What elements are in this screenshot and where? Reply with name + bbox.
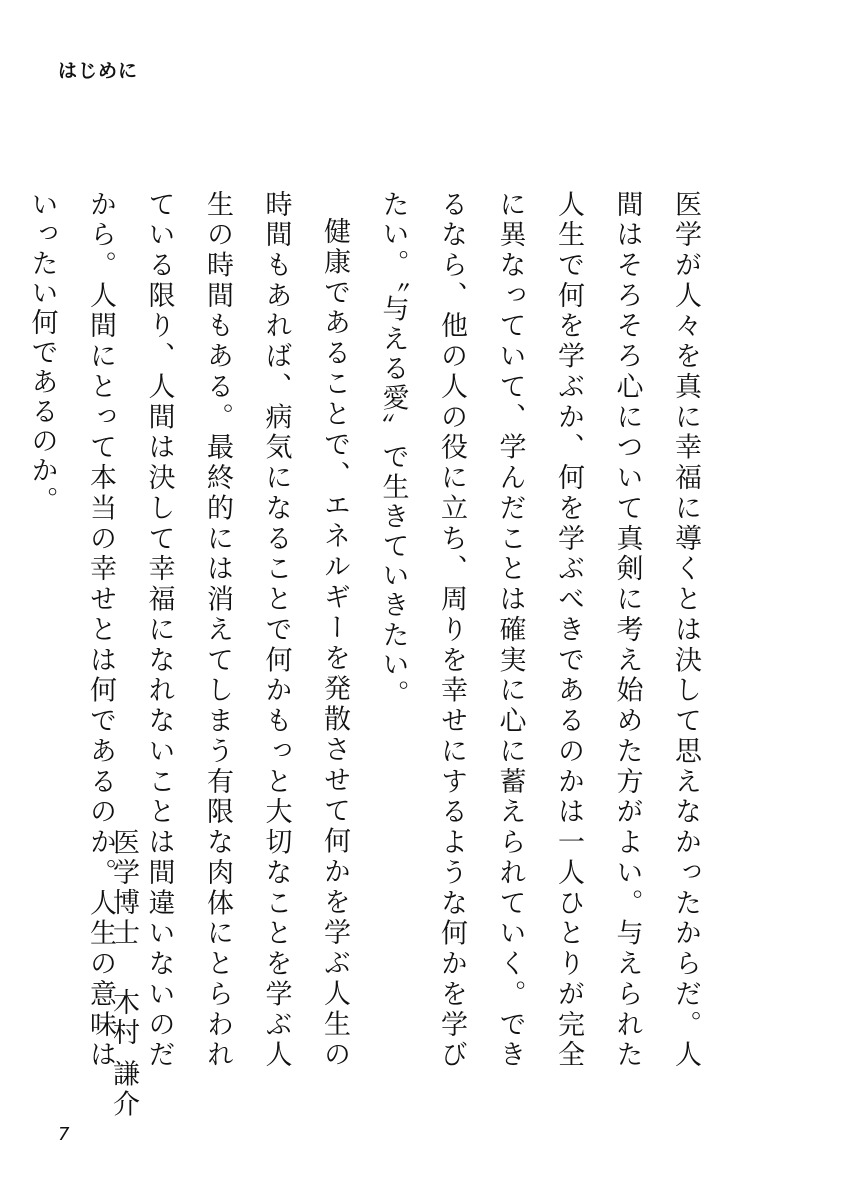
paragraph [0, 190, 12, 1070]
author-name: 木村 謙介 [108, 988, 139, 1120]
paragraph: 医学が人々を真に幸福に導くとは決して思えなかったからだ。人間はそろそろ心について真剣に考え始めた方がよい。与えられた人生で何を学ぶか、何を学ぶべきであるのかは一人ひとりが完全に異なっていて、学んだことは確実に心に蓄えられていく。できるなら、他の人の役に立ち、周りを幸せにするような何かを学びたい。〝与える愛〟で生きていきたい。 [377, 190, 701, 1070]
page-number: 7 [58, 1124, 70, 1145]
paragraph: 健康であることで、エネルギーを発散させて何かを学ぶ人生の時間もあれば、病気になることで何かもっと大切なことを学ぶ人生の時間もある。最終的には消えてしまう有限な肉体にとらわれている限り、人間は決して幸福になれないことは間違いないのだから。人間にとって本当の幸せとは何であるのか。人生の意味はいったい何であるのか。 [26, 190, 350, 1070]
section-heading: はじめに [58, 60, 139, 82]
author-title: 医学博士 [108, 828, 139, 948]
author-signature [104, 828, 143, 1120]
